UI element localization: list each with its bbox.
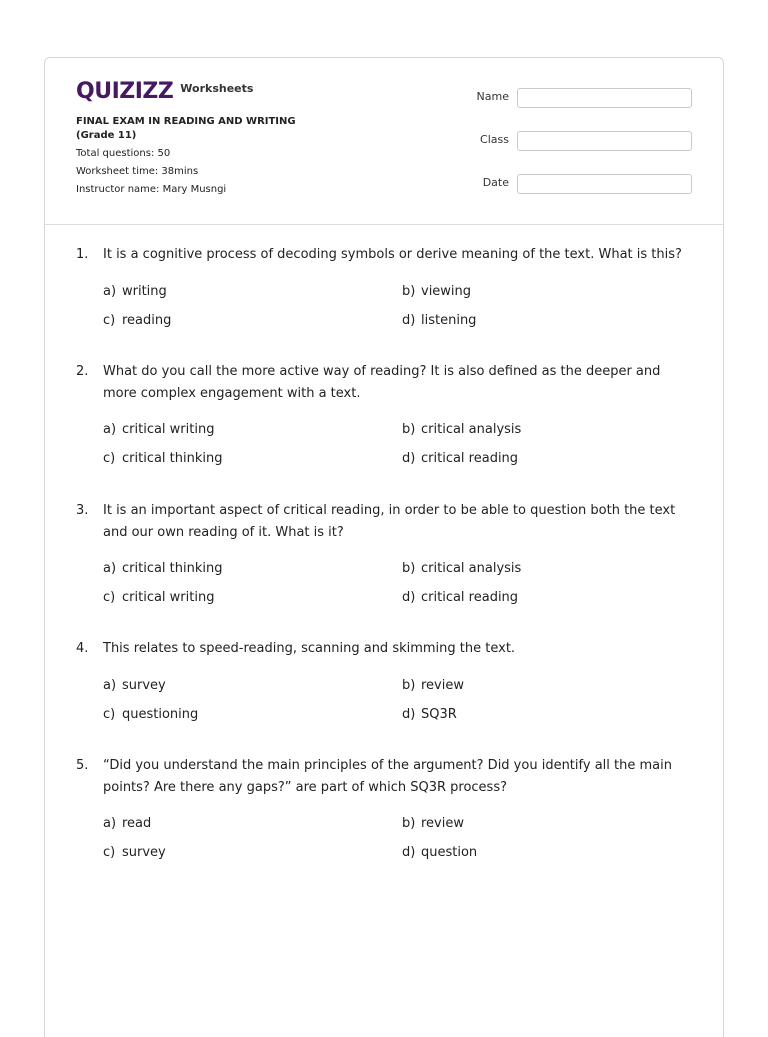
name-label: Name: [476, 90, 509, 103]
option-a[interactable]: [103, 559, 223, 579]
question-number: 3.: [76, 503, 89, 518]
option-letter: d): [402, 707, 416, 722]
option-text: critical writing: [122, 590, 215, 605]
option-d[interactable]: [402, 843, 477, 863]
option-text: critical writing: [122, 422, 215, 437]
option-text: survey: [122, 678, 166, 693]
option-letter: d): [402, 845, 416, 860]
option-text: review: [421, 678, 464, 693]
date-label: Date: [482, 176, 509, 189]
question-text: “Did you understand the main principles of the argument? Did you identify all the main points? Are there any gaps?” are part of which SQ3R process?: [103, 758, 672, 795]
logo-wordmark: QUIZIZZ: [76, 79, 174, 104]
option-a[interactable]: [103, 282, 167, 302]
option-letter: a): [103, 422, 117, 437]
worksheet-info: [76, 115, 296, 199]
option-letter: b): [402, 284, 416, 299]
option-letter: a): [103, 284, 117, 299]
option-text: questioning: [122, 707, 199, 722]
question-text: What do you call the more active way of reading? It is also defined as the deeper and more complex engagement with a text.: [103, 364, 661, 401]
option-text: question: [421, 845, 478, 860]
worksheet-grade: (Grade 11): [76, 130, 137, 141]
option-b[interactable]: [402, 282, 471, 302]
total-questions: Total questions: 50: [76, 148, 171, 159]
option-text: SQ3R: [421, 707, 457, 722]
question-number: 2.: [76, 364, 89, 379]
option-text: read: [122, 816, 152, 831]
option-text: critical thinking: [122, 451, 223, 466]
option-text: critical analysis: [421, 422, 522, 437]
option-letter: c): [103, 451, 116, 466]
question-number: 5.: [76, 758, 89, 773]
question-number: 4.: [76, 641, 89, 656]
option-text: viewing: [421, 284, 472, 299]
option-c[interactable]: [103, 311, 171, 331]
option-text: critical reading: [421, 451, 519, 466]
option-c[interactable]: [103, 588, 214, 608]
option-b[interactable]: [402, 814, 464, 834]
option-text: critical analysis: [421, 561, 522, 576]
worksheet-time: Worksheet time: 38mins: [76, 166, 199, 177]
option-letter: c): [103, 313, 116, 328]
option-letter: a): [103, 678, 117, 693]
option-letter: b): [402, 678, 416, 693]
option-b[interactable]: [402, 559, 521, 579]
quizizz-logo: [76, 79, 253, 104]
option-b[interactable]: [402, 676, 464, 696]
option-d[interactable]: [402, 449, 518, 469]
logo-subtitle: Worksheets: [180, 82, 254, 95]
option-letter: b): [402, 561, 416, 576]
class-label: Class: [480, 133, 509, 146]
option-a[interactable]: [103, 676, 166, 696]
option-c[interactable]: [103, 449, 223, 469]
option-d[interactable]: [402, 705, 457, 725]
option-d[interactable]: [402, 588, 518, 608]
option-text: survey: [122, 845, 166, 860]
option-letter: b): [402, 816, 416, 831]
question-text: It is an important aspect of critical reading, in order to be able to question both the text and our own reading of it. What is it?: [103, 503, 676, 540]
option-a[interactable]: [103, 420, 214, 440]
date-field[interactable]: [517, 174, 692, 194]
worksheet-header: [45, 58, 723, 225]
option-letter: c): [103, 707, 116, 722]
option-text: critical thinking: [122, 561, 223, 576]
option-text: listening: [421, 313, 477, 328]
option-letter: d): [402, 590, 416, 605]
option-letter: a): [103, 816, 117, 831]
instructor-name: Instructor name: Mary Musngi: [76, 184, 227, 195]
option-a[interactable]: [103, 814, 151, 834]
option-letter: b): [402, 422, 416, 437]
option-letter: a): [103, 561, 117, 576]
option-b[interactable]: [402, 420, 521, 440]
question-text: This relates to speed-reading, scanning and skimming the text.: [103, 641, 516, 656]
worksheet-title: FINAL EXAM IN READING AND WRITING: [76, 116, 296, 127]
option-letter: c): [103, 590, 116, 605]
question-number: 1.: [76, 247, 89, 262]
name-field[interactable]: [517, 88, 692, 108]
option-d[interactable]: [402, 311, 476, 331]
worksheet-card: [44, 57, 724, 1037]
option-text: critical reading: [421, 590, 519, 605]
option-letter: c): [103, 845, 116, 860]
option-text: reading: [122, 313, 172, 328]
option-c[interactable]: [103, 843, 166, 863]
option-text: review: [421, 816, 464, 831]
option-c[interactable]: [103, 705, 198, 725]
class-field[interactable]: [517, 131, 692, 151]
option-letter: d): [402, 451, 416, 466]
question-text: It is a cognitive process of decoding symbols or derive meaning of the text. What is this?: [103, 247, 682, 262]
option-text: writing: [122, 284, 167, 299]
option-letter: d): [402, 313, 416, 328]
